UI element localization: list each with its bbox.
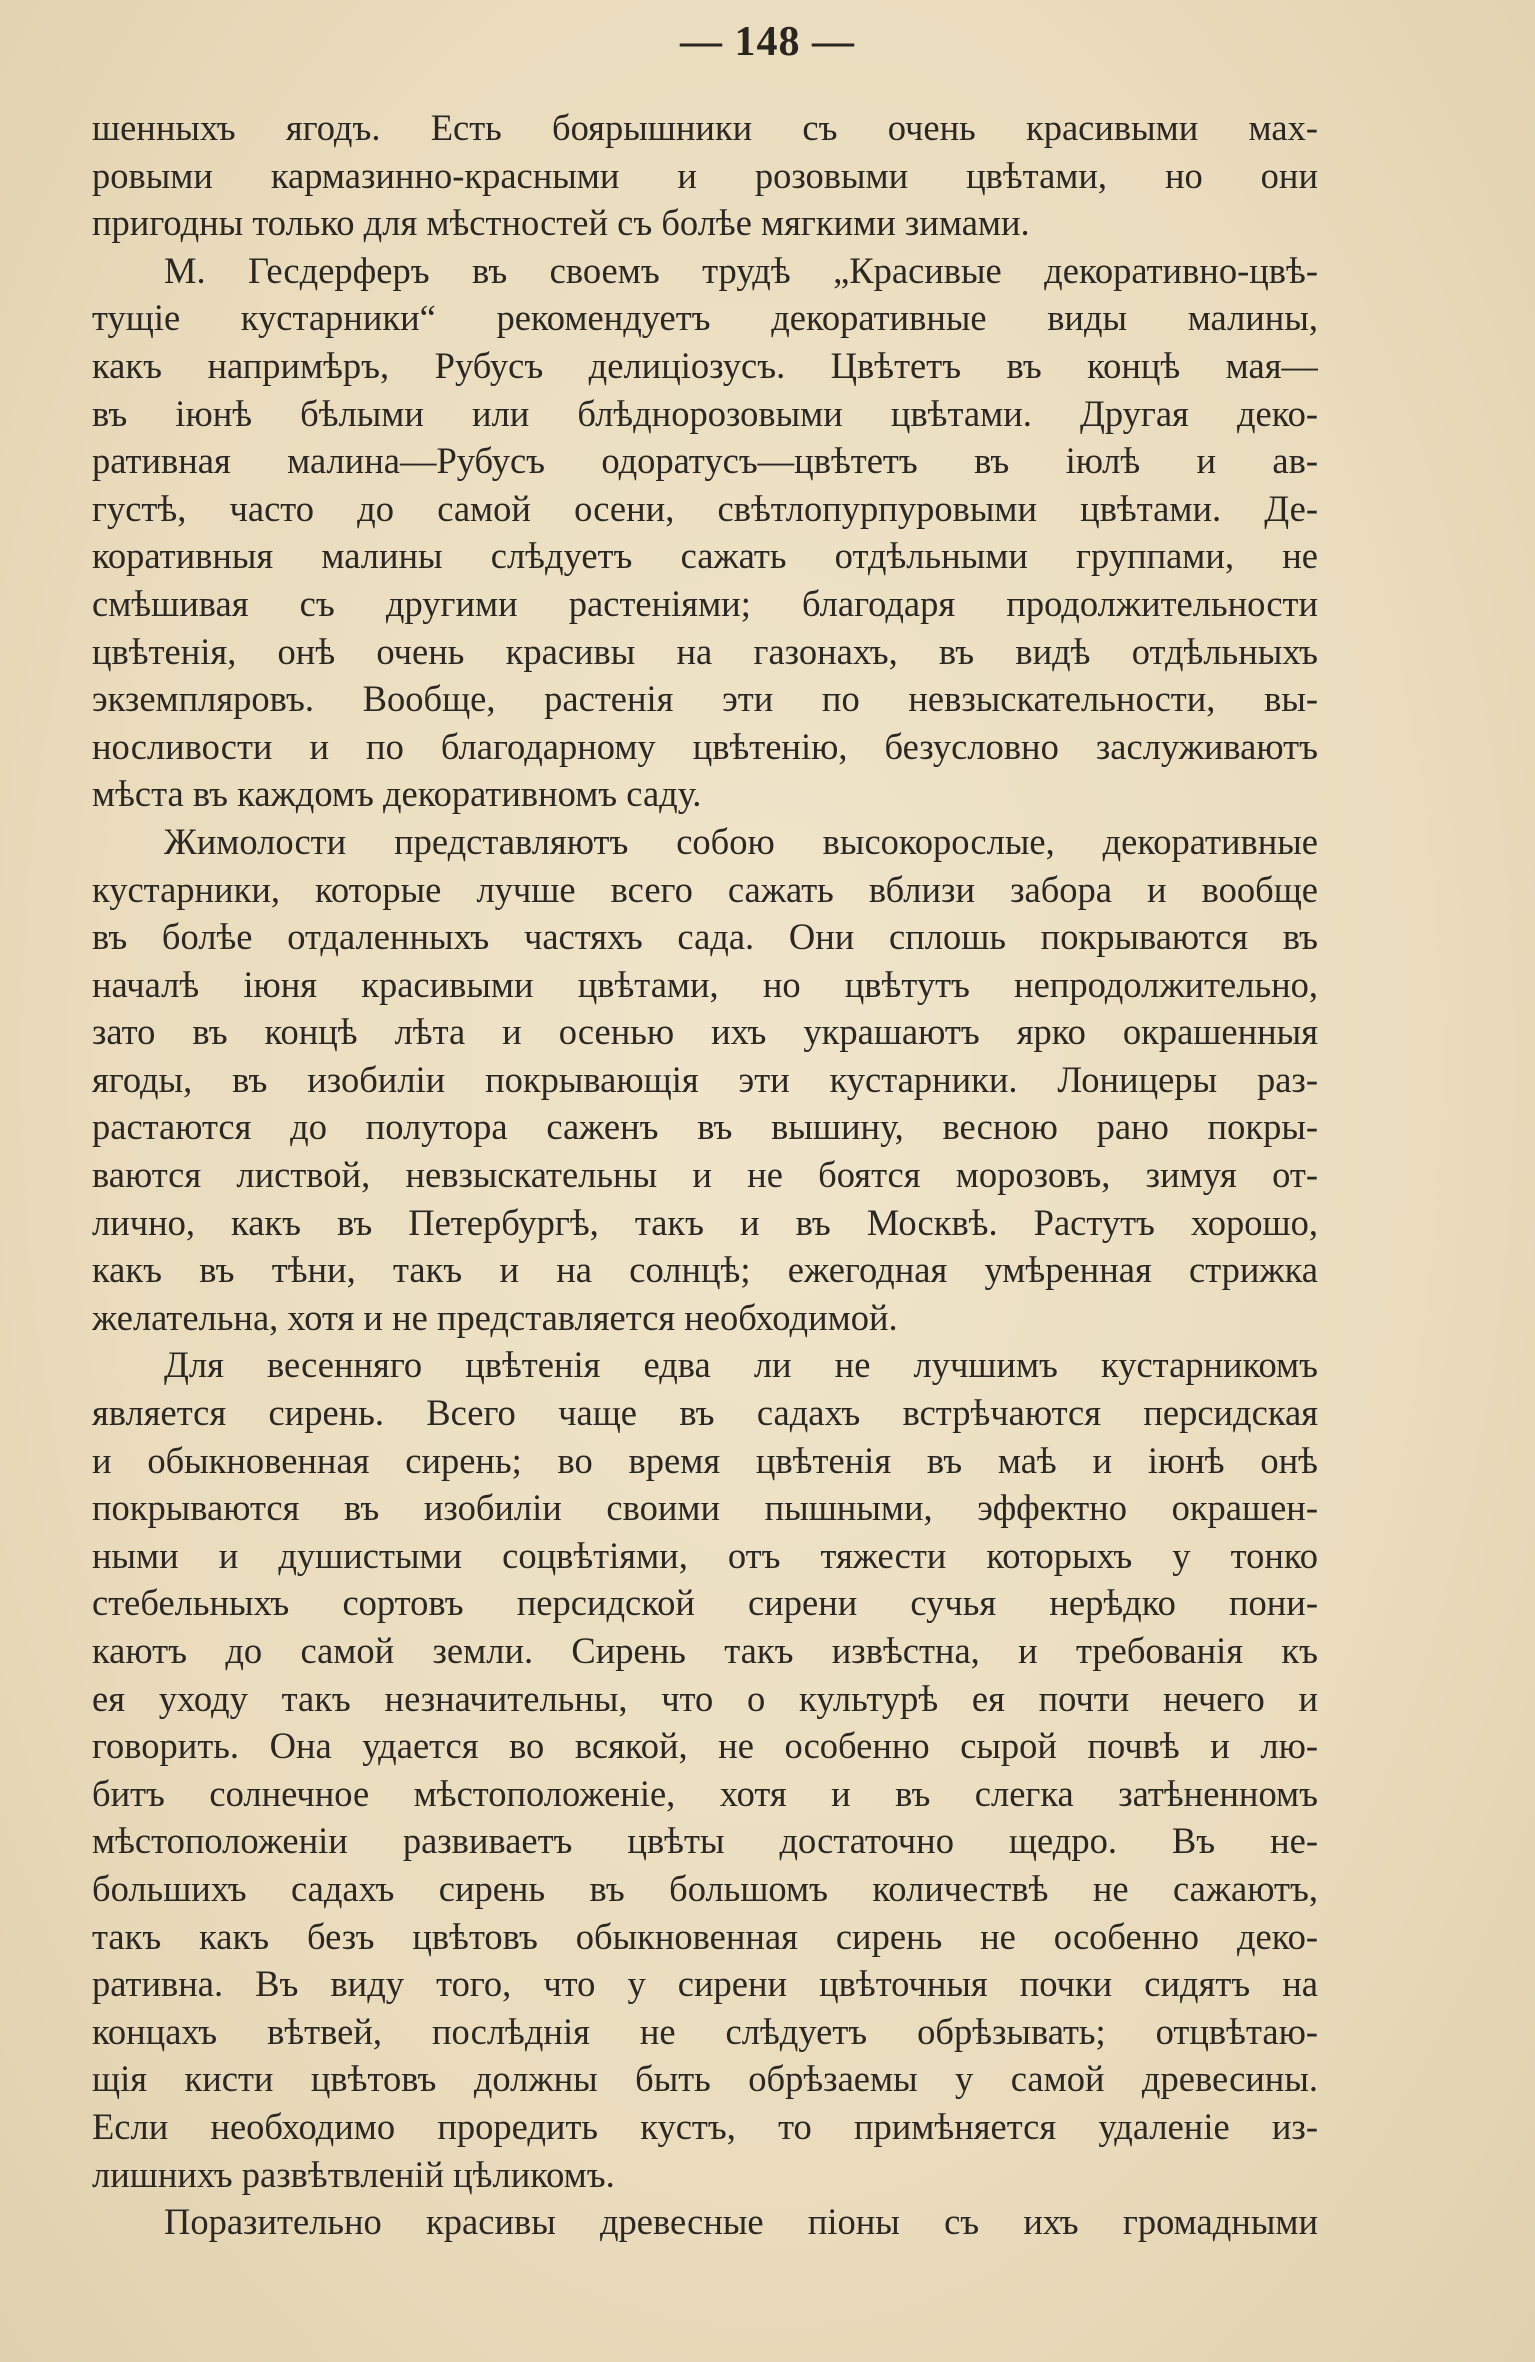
text-line: и обыкновенная сирень; во время цвѣтенія въ маѣ и іюнѣ онѣ [92, 1439, 1318, 1481]
text-line: тущіе кустарники“ рекомендуетъ декоративные виды малины, [92, 297, 1318, 339]
text-line: ративная малина—Рубусъ одоратусъ—цвѣтетъ въ іюлѣ и ав- [92, 440, 1318, 482]
text-line: каютъ до самой земли. Сирень такъ извѣстна, и требованія къ [92, 1630, 1318, 1671]
text-line: экземпляровъ. Вообще, растенія эти по невзыскательности, вы- [92, 678, 1318, 720]
text-line: является сирень. Всего чаще въ садахъ встрѣчаются персидская [92, 1392, 1318, 1434]
text-line: въ іюнѣ бѣлыми или блѣднорозовыми цвѣтами. Другая деко- [92, 392, 1318, 434]
text-line: такъ какъ безъ цвѣтовъ обыкновенная сирень не особенно деко- [92, 1915, 1318, 1957]
text-line: Жимолости представляютъ собою высокорослые, декоративные [164, 820, 1318, 862]
text-line: стебельныхъ сортовъ персидской сирени сучья нерѣдко пони- [92, 1582, 1318, 1624]
text-line: пригодны только для мѣстностей съ болѣе мягкими зимами. [92, 202, 1030, 244]
text-line: носливости и по благодарному цвѣтенію, безусловно заслуживаютъ [92, 725, 1318, 767]
text-line: покрываются въ изобиліи своими пышными, эффектно окрашен- [92, 1487, 1318, 1529]
text-line: ными и душистыми соцвѣтіями, отъ тяжести которыхъ у тонко [92, 1534, 1318, 1576]
page-number: — 148 — [680, 19, 855, 65]
text-line: мѣстоположеніи развиваетъ цвѣты достаточно щедро. Въ не- [92, 1820, 1318, 1862]
text-line: лично, какъ въ Петербургѣ, такъ и въ Москвѣ. Растутъ хорошо, [92, 1201, 1318, 1243]
text-line: ровыми кармазинно-красными и розовыми цвѣтами, но они [92, 154, 1318, 196]
text-line: ягоды, въ изобиліи покрывающія эти кустарники. Лоницеры раз- [92, 1058, 1318, 1100]
text-line: зато въ концѣ лѣта и осенью ихъ украшаютъ ярко окрашенныя [92, 1011, 1318, 1053]
text-line: ея уходу такъ незначительны, что о культурѣ ея почти нечего и [92, 1677, 1318, 1719]
body-text [92, 104, 1318, 2246]
text-line: концахъ вѣтвей, послѣднія не слѣдуетъ обрѣзывать; отцвѣтаю- [92, 2010, 1318, 2052]
text-line: кустарники, которые лучше всего сажать вблизи забора и вообще [92, 868, 1318, 910]
text-line: ративна. Въ виду того, что у сирени цвѣточныя почки сидятъ на [92, 1963, 1318, 2005]
text-line: цвѣтенія, онѣ очень красивы на газонахъ, въ видѣ отдѣльныхъ [92, 630, 1318, 672]
text-line: какъ напримѣръ, Рубусъ делиціозусъ. Цвѣтетъ въ концѣ мая— [92, 344, 1318, 386]
text-line: большихъ садахъ сирень въ большомъ количествѣ не сажаютъ, [92, 1867, 1318, 1909]
text-line: какъ въ тѣни, такъ и на солнцѣ; ежегодная умѣренная стрижка [92, 1249, 1318, 1291]
text-line: желательна, хотя и не представляется необходимой. [92, 1296, 898, 1338]
text-line: Если необходимо проредить кустъ, то примѣняется удаленіе из- [92, 2105, 1318, 2147]
text-line: шенныхъ ягодъ. Есть боярышники съ очень красивыми мах- [92, 107, 1318, 148]
text-line: мѣста въ каждомъ декоративномъ саду. [92, 773, 702, 815]
text-line: М. Гесдерферъ въ своемъ трудѣ „Красивые декоративно-цвѣ- [164, 249, 1318, 291]
text-line: лишнихъ развѣтвленій цѣликомъ. [92, 2153, 615, 2195]
text-line: смѣшивая съ другими растеніями; благодаря продолжительности [92, 582, 1318, 624]
text-line: Для весенняго цвѣтенія едва ли не лучшимъ кустарникомъ [164, 1344, 1318, 1386]
text-line: въ болѣе отдаленныхъ частяхъ сада. Они сплошь покрываются въ [92, 916, 1318, 958]
text-line: густѣ, часто до самой осени, свѣтлопурпуровыми цвѣтами. Де- [92, 487, 1318, 529]
text-line: битъ солнечное мѣстоположеніе, хотя и въ слегка затѣненномъ [92, 1772, 1318, 1814]
text-line: Поразительно красивы древесные піоны съ ихъ громадными [164, 2201, 1318, 2243]
text-line: началѣ іюня красивыми цвѣтами, но цвѣтутъ непродолжительно, [92, 963, 1318, 1005]
text-line: говорить. Она удается во всякой, не особенно сырой почвѣ и лю- [92, 1725, 1318, 1767]
text-line: щія кисти цвѣтовъ должны быть обрѣзаемы у самой древесины. [92, 2058, 1318, 2100]
text-line: растаются до полутора саженъ въ вышину, весною рано покры- [92, 1106, 1318, 1148]
text-line: коративныя малины слѣдуетъ сажать отдѣльными группами, не [92, 535, 1318, 577]
text-line: ваются листвой, невзыскательны и не боятся морозовъ, зимуя от- [92, 1154, 1318, 1196]
